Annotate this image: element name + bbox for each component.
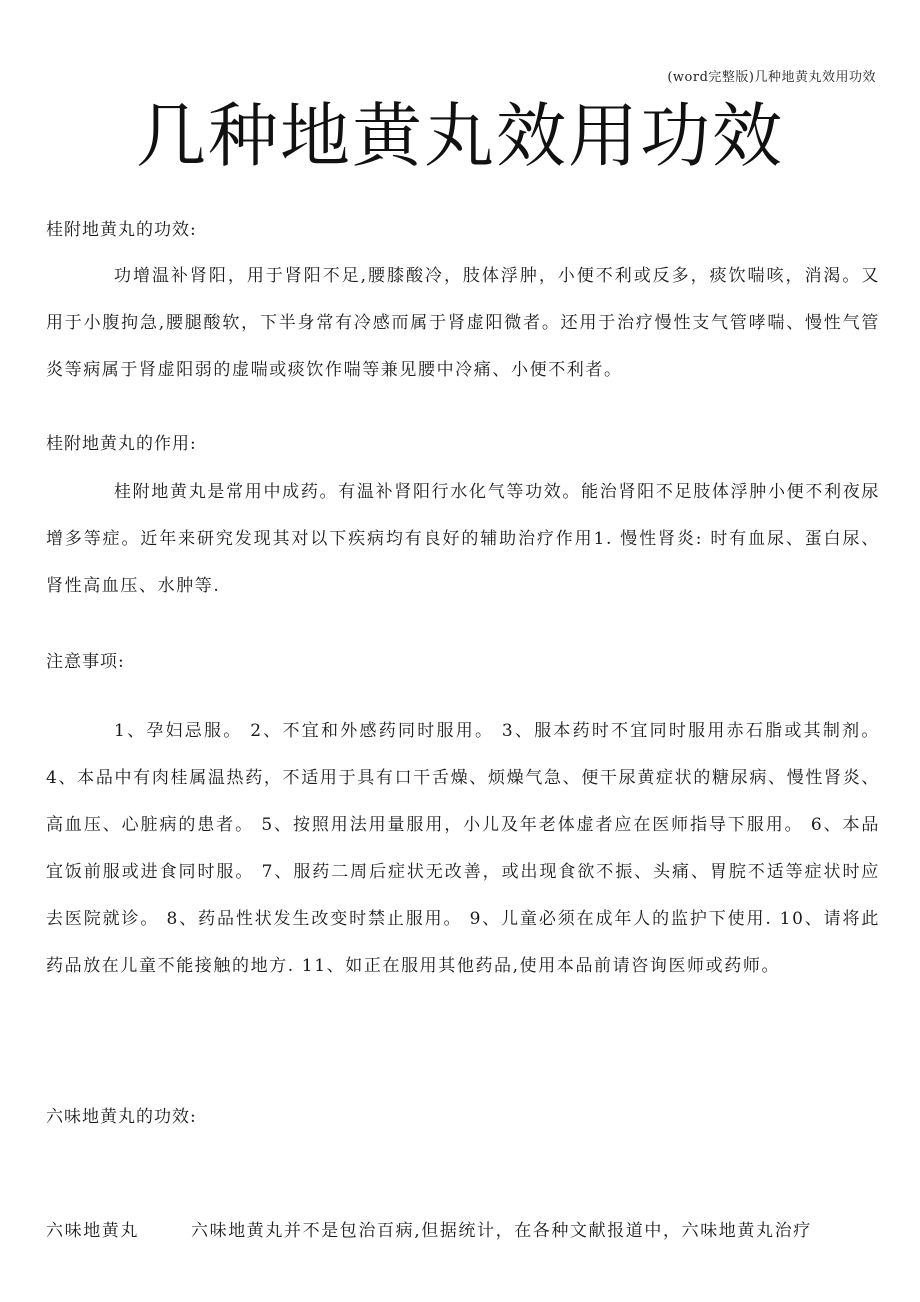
section-label-precautions: 注意事项:	[46, 652, 125, 672]
trailing-paragraph-start	[46, 1219, 880, 1243]
section-body-guifu-function: 桂附地黄丸是常用中成药。有温补肾阳行水化气等功效。能治肾阳不足肢体浮肿小便不利夜尿增多等症。近年来研究发现其对以下疾病均有良好的辅助治疗作用1. 慢性肾炎: 时有血尿、蛋白尿、肾性高血压、水肿等.	[46, 482, 880, 596]
section-body-guifu-efficacy: 功增温补肾阳，用于肾阳不足,腰膝酸冷，肢体浮肿，小便不利或反多，痰饮喘咳，消渴。又用于小腹拘急,腰腿酸软，下半身常有冷感而属于肾虚阳微者。还用于治疗慢性支气管哮喘、慢性气管炎等病属于肾虚阳弱的虚喘或痰饮作喘等兼见腰中冷痛、小便不利者。	[46, 266, 880, 380]
section-label-liuwei-efficacy: 六味地黄丸的功效:	[46, 1107, 197, 1127]
document-title: 几种地黄丸效用功效	[136, 95, 784, 177]
section-label-guifu-function: 桂附地黄丸的作用:	[46, 434, 197, 454]
header-note: (word完整版)几种地黄丸效用功效	[667, 70, 876, 85]
section-label-guifu-efficacy: 桂附地黄丸的功效:	[46, 220, 197, 240]
trailing-text: 六味地黄丸并不是包治百病,但据统计，在各种文献报道中，六味地黄丸治疗	[191, 1221, 812, 1241]
trailing-lead-term: 六味地黄丸	[46, 1221, 139, 1241]
section-body-precautions: 1、孕妇忌服。 2、不宜和外感药同时服用。 3、服本药时不宜同时服用赤石脂或其制剂。 4、本品中有肉桂属温热药，不适用于具有口干舌燥、烦燥气急、便干尿黄症状的糖尿病、慢性肾炎、高血压、心脏病的患者。 5、按照用法用量服用，小儿及年老体虚者应在医师指导下服用。 6、本品宜饭前服或进食同时服。 7、服药二周后症状无改善，或出现食欲不振、头痛、胃脘不适等症状时应去医院就诊。 8、药品性状发生改变时禁止服用。 9、儿童必须在成年人的监护下使用. 10、请将此药品放在儿童不能接触的地方. 11、如正在服用其他药品,使用本品前请咨询医师或药师。	[46, 721, 880, 976]
